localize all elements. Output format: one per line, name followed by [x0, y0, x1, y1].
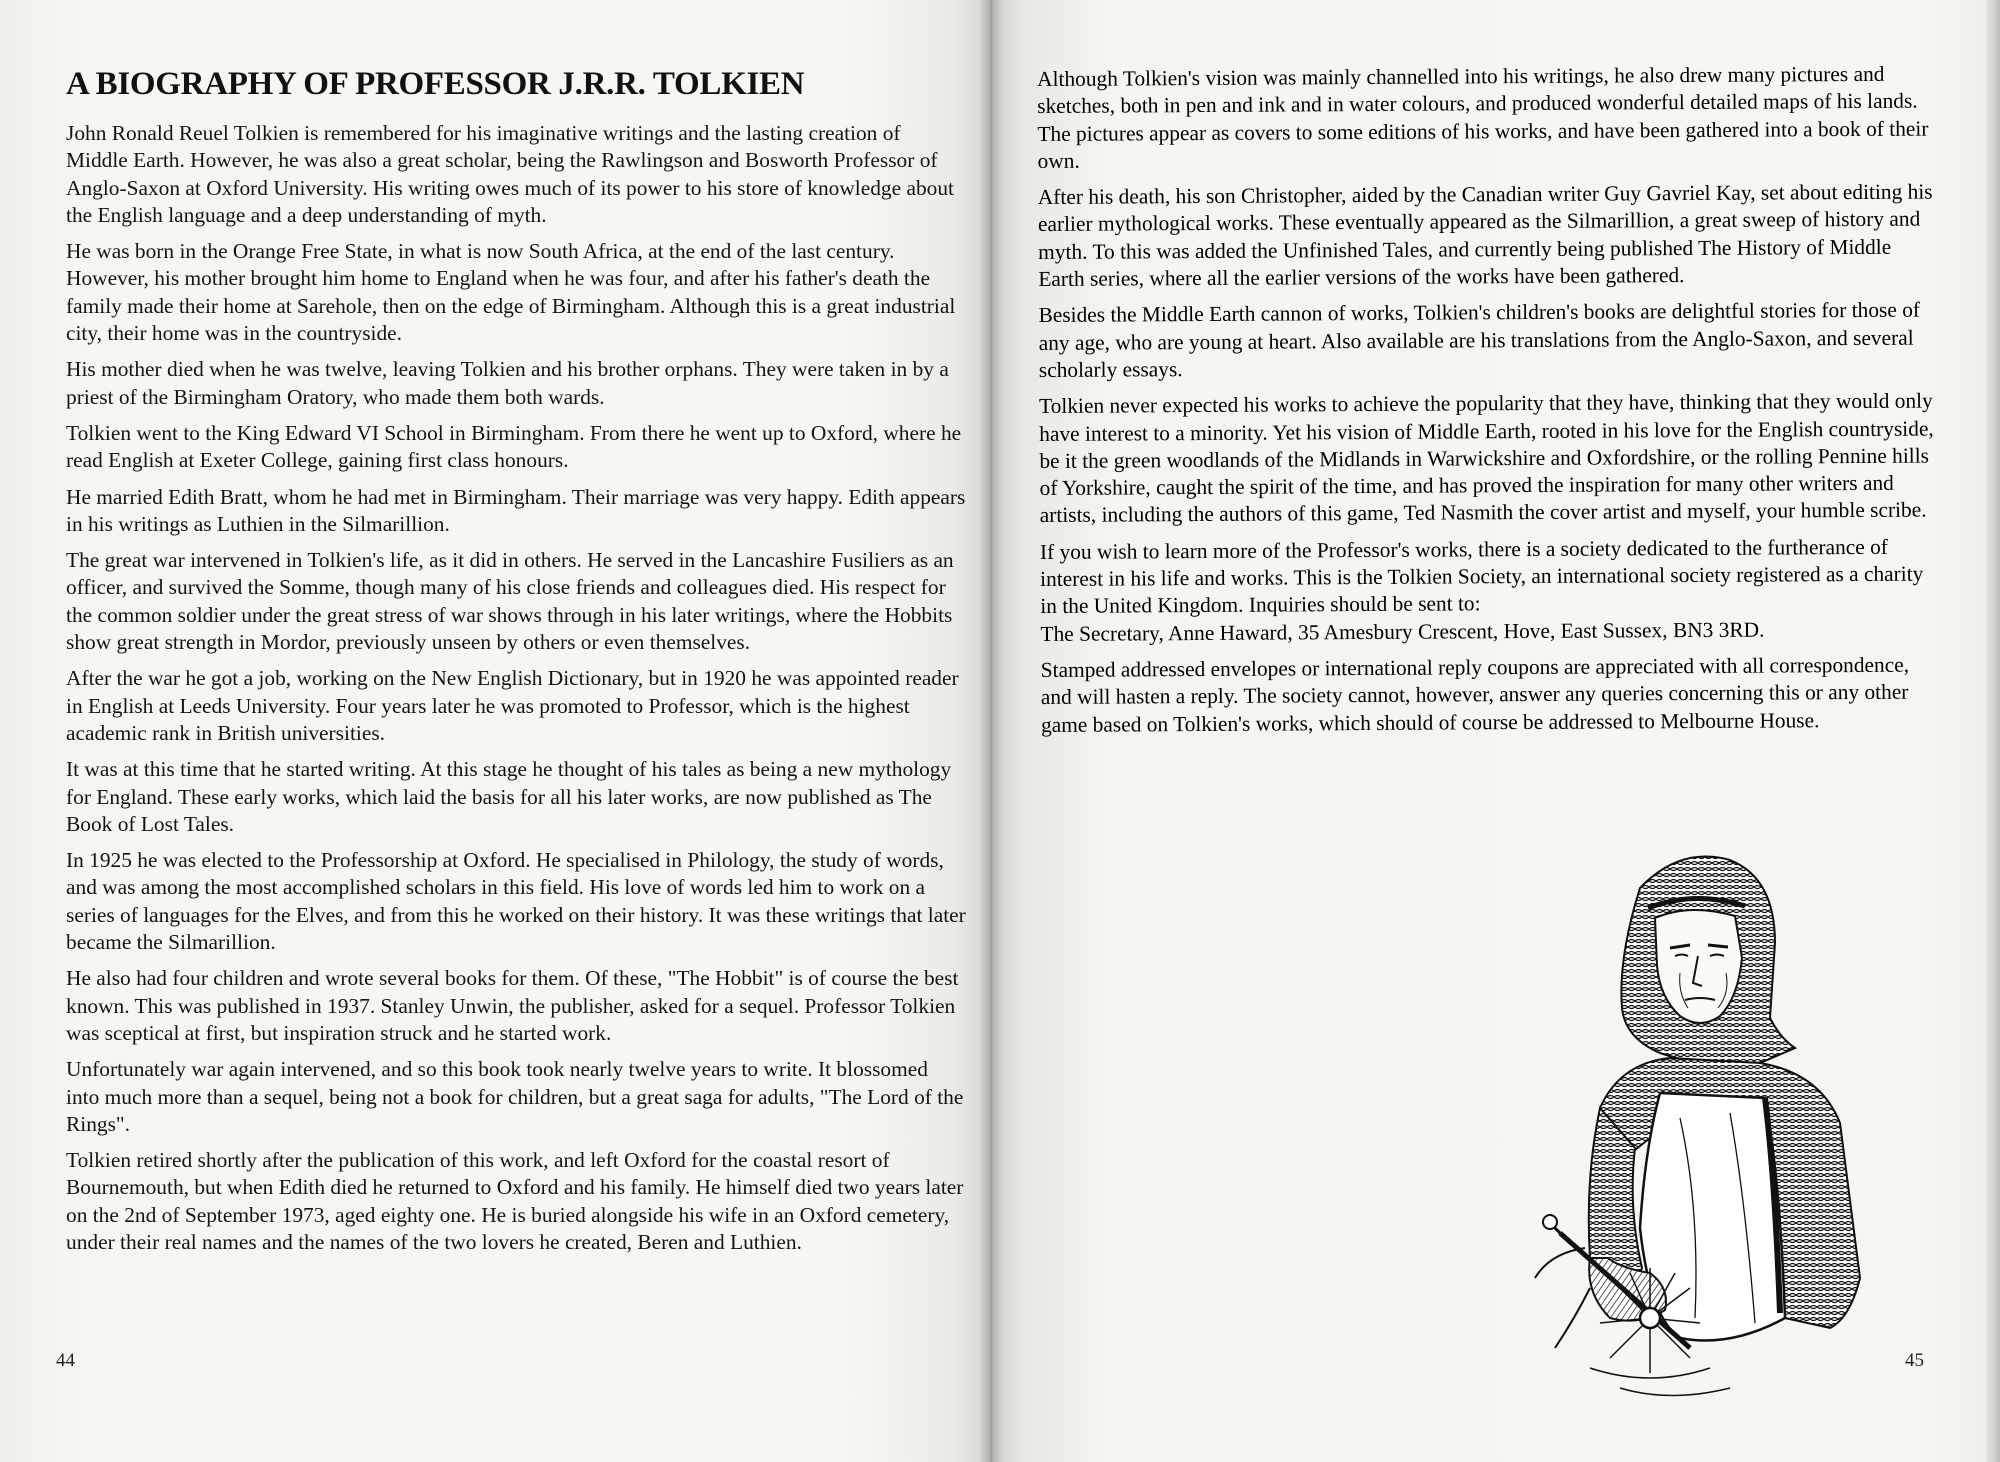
paragraph: Tolkien never expected his works to achieve the popularity that they have, thinking that they would only have interest to a minority. Yet his vision of Middle Earth, rooted in his love for the English countryside, be it the green woodlands of the Midlands in Warwickshire and Oxfordshire, or the rolling Pennine hills of Yorkshire, caught the spirit of the time, and has proved the inspiration for many other writers and artists, including the authors of this game, Ted Nasmith the cover artist and myself, your humble scribe.	[1039, 388, 1934, 528]
address-line: The Secretary, Anne Haward, 35 Amesbury Crescent, Hove, East Sussex, BN3 3RD.	[1040, 617, 1765, 646]
paragraph: After the war he got a job, working on the New English Dictionary, but in 1920 he was appointed reader in English at Leeds University. Four years later he was promoted to Professor, which is the highest academic rank in British universities.	[66, 666, 959, 745]
left-page	[0, 0, 990, 1462]
paragraph: He was born in the Orange Free State, in what is now South Africa, at the end of the last century. However, his mother brought him home to England when he was four, and after his father's death the family made their home at Sarehole, then on the edge of Birmingham. Although this is a great industrial city, their home was in the countryside.	[66, 239, 956, 346]
paragraph: Besides the Middle Earth cannon of works, Tolkien's children's books are delightful stories for those of any age, who are young at heart. Also available are his translations from the Anglo-Saxon, and several scholarly essays.	[1038, 297, 1921, 382]
page-edge	[1986, 0, 2000, 1462]
knight-illustration	[1530, 848, 1890, 1408]
page-number-left: 44	[56, 1350, 75, 1371]
page-number-right: 45	[1905, 1350, 1924, 1371]
paragraph: If you wish to learn more of the Professor's works, there is a society dedicated to the furtherance of interest in his life and works. This is the Tolkien Society, an international society registered as a charity in the United Kingdom. Inquiries should be sent to:	[1039, 534, 1924, 619]
paragraph: Stamped addressed envelopes or international reply coupons are appreciated with all correspondence, and will hasten a reply. The society cannot, however, answer any queries concerning this or any other game based on Tolkien's works, which should of course be addressed to Melbourne House.	[1040, 652, 1910, 737]
paragraph: He also had four children and wrote several books for them. Of these, "The Hobbit" is of course the best known. This was published in 1937. Stanley Unwin, the publisher, asked for a sequel. Professor Tolkien was sceptical at first, but inspiration struck and he started work.	[66, 966, 959, 1045]
paragraph: After his death, his son Christopher, aided by the Canadian writer Guy Gavriel Kay, set about editing his earlier mythological works. These eventually appeared as the Silmarillion, a great sweep of history and myth. To this was added the Unfinished Tales, and currently being published The History of Middle Earth series, where all the earlier versions of the works have been gathered.	[1037, 179, 1933, 292]
paragraph: Unfortunately war again intervened, and so this book took nearly twelve years to write. It blossomed into much more than a sequel, being not a book for children, but a great saga for adults, "The Lord of the Rings".	[66, 1057, 964, 1136]
paragraph: Tolkien retired shortly after the publication of this work, and left Oxford for the coastal resort of Bournemouth, but when Edith died he returned to Oxford and his family. He himself died two years later on the 2nd of September 1973, aged eighty one. He is buried alongside his wife in an Oxford cemetery, under their real names and the names of the two lovers he created, Beren and Luthien.	[66, 1148, 964, 1254]
paragraph: Although Tolkien's vision was mainly channelled into his writings, he also drew many pictures and sketches, both in pen and ink and in water colours, and produced wonderful detailed maps of his lands. The pictures appear as covers to some editions of his works, and have been gathered into a book of their own.	[1037, 61, 1929, 173]
paragraph: He married Edith Bratt, whom he had met in Birmingham. Their marriage was very happy. Edith appears in his writings as Luthien in the Silmarillion.	[66, 484, 966, 536]
paragraph: Tolkien went to the King Edward VI School in Birmingham. From there he went up to Oxford, where he read English at Exeter College, gaining first class honours.	[66, 420, 962, 473]
page-title: A BIOGRAPHY OF PROFESSOR J.R.R. TOLKIEN	[66, 66, 805, 102]
right-page-body	[1037, 61, 1941, 748]
paragraph: It was at this time that he started writing. At this stage he thought of his tales as being a new mythology for England. These early works, which laid the basis for all his later works, are now published as The Book of Lost Tales.	[66, 757, 952, 836]
left-page-body	[66, 120, 966, 1265]
paragraph: His mother died when he was twelve, leaving Tolkien and his brother orphans. They were taken in by a priest of the Birmingham Oratory, who made them both wards.	[66, 357, 949, 409]
paragraph: In 1925 he was elected to the Professorship at Oxford. He specialised in Philology, the study of words, and was among the most accomplished scholars in this field. His love of words led him to work on a series of languages for the Elves, and from this he worked on their history. It was these writings that later became the Silmarillion.	[66, 848, 966, 955]
paragraph: The great war intervened in Tolkien's life, as it did in others. He served in the Lancashire Fusiliers as an officer, and survived the Somme, though many of his close friends and colleagues died. His respect for the common soldier under the great stress of war shows through in his later writings, where the Hobbits show great strength in Mordor, previously unseen by others or even themselves.	[66, 548, 954, 655]
paragraph: John Ronald Reuel Tolkien is remembered for his imaginative writings and the lasting creation of Middle Earth. However, he was also a great scholar, being the Rawlingson and Bosworth Professor of Anglo-Saxon at Oxford University. His writing owes much of its power to his store of knowledge about the English language and a deep understanding of myth.	[66, 121, 954, 227]
